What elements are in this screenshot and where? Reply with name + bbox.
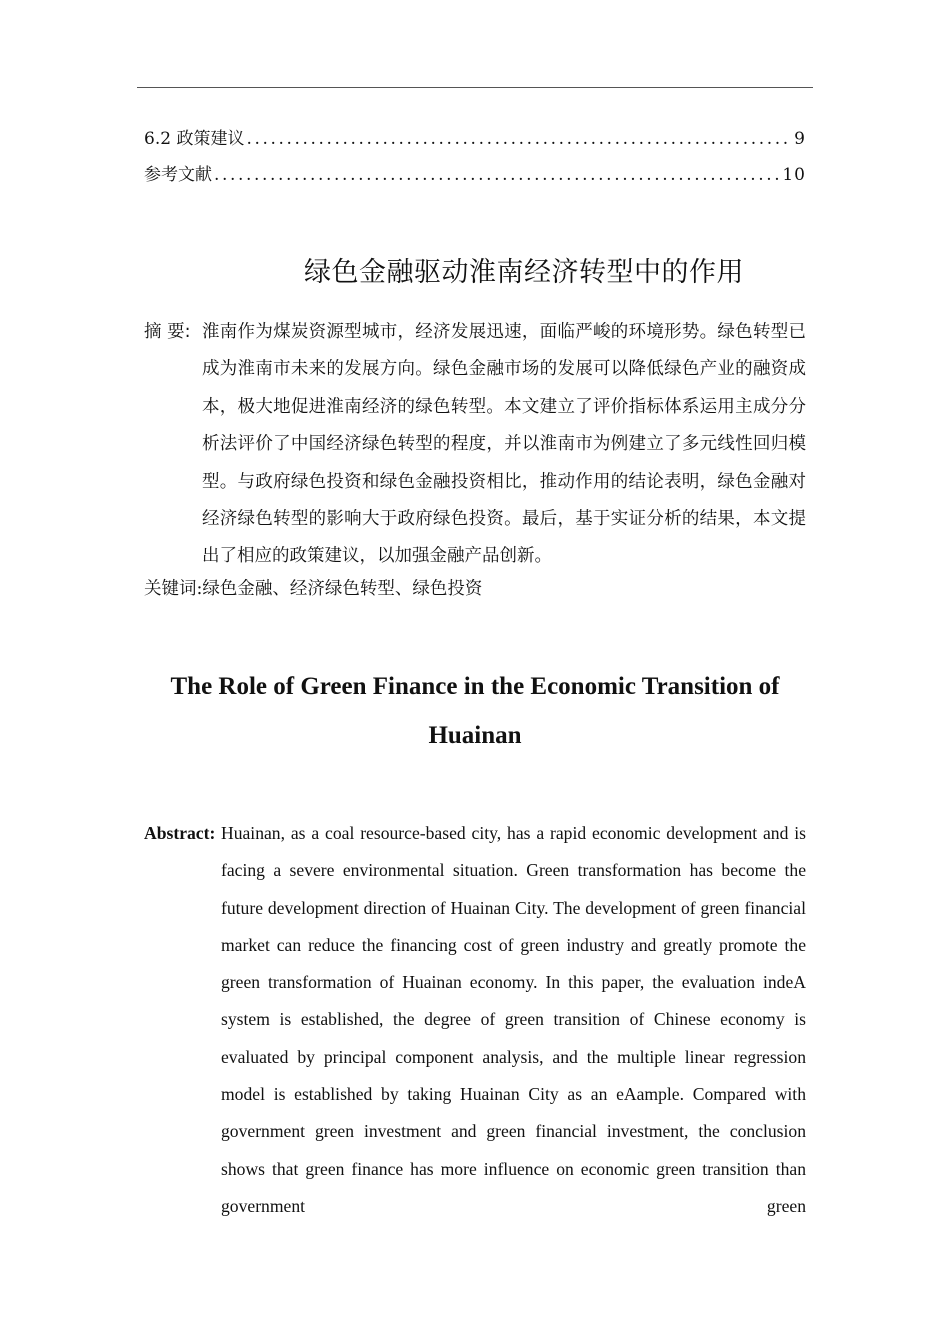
chinese-keywords-text: :绿色金融、经济绿色转型、绿色投资 [196,579,483,599]
chinese-abstract-label: 摘 要: [144,322,191,342]
english-abstract-label: Abstract: [144,823,216,843]
toc-entry-policy[interactable] [144,124,806,149]
chinese-keywords-label: 关键词 [144,579,197,599]
toc-entry-label: 6.2 政策建议 [144,129,245,149]
english-abstract-text: Huainan, as a coal resource-based city, has a rapid economic development and is facing a severe environmental situation. Green transformation has become the future development direction of Huainan City. The development of green financial market can reduce the financing cost of green industry and greatly promote the green transformation of Huainan economy. In this paper, the evaluation indeA system is established, the degree of green transition of Chinese economy is evaluated by principal component analysis, and the multiple linear regression model is established by taking Huainan City as an eAample. Compared with government green investment and green financial investment, the conclusion shows that green finance has more influence on economic green transition than government green [221,823,806,1216]
english-title: The Role of Green Finance in the Economic Transition of Huainan [170,673,780,749]
chinese-abstract [144,314,806,576]
chinese-keywords [144,575,482,603]
toc-page-number: 9 [794,129,806,149]
toc-entry-label: 参考文献 [144,165,212,185]
header-rule [137,87,813,88]
toc-leader-dots [246,129,792,149]
chinese-title: 绿色金融驱动淮南经济转型中的作用 [304,257,744,288]
chinese-abstract-text: 淮南作为煤炭资源型城市，经济发展迅速，面临严峻的环境形势。绿色转型已成为淮南市未来的发展方向。绿色金融市场的发展可以降低绿色产业的融资成本，极大地促进淮南经济的绿色转型。本文建立了评价指标体系运用主成分分析法评价了中国经济绿色转型的程度，并以淮南市为例建立了多元线性回归模型。与政府绿色投资和绿色金融投资相比，推动作用的结论表明，绿色金融对经济绿色转型的影响大于政府绿色投资。最后，基于实证分析的结果，本文提出了相应的政策建议，以加强金融产品创新。 [202,322,806,567]
toc-leader-dots [214,165,780,185]
toc-entry-references[interactable] [144,160,806,185]
toc-page-number: 10 [782,165,806,185]
english-abstract [144,815,806,1225]
